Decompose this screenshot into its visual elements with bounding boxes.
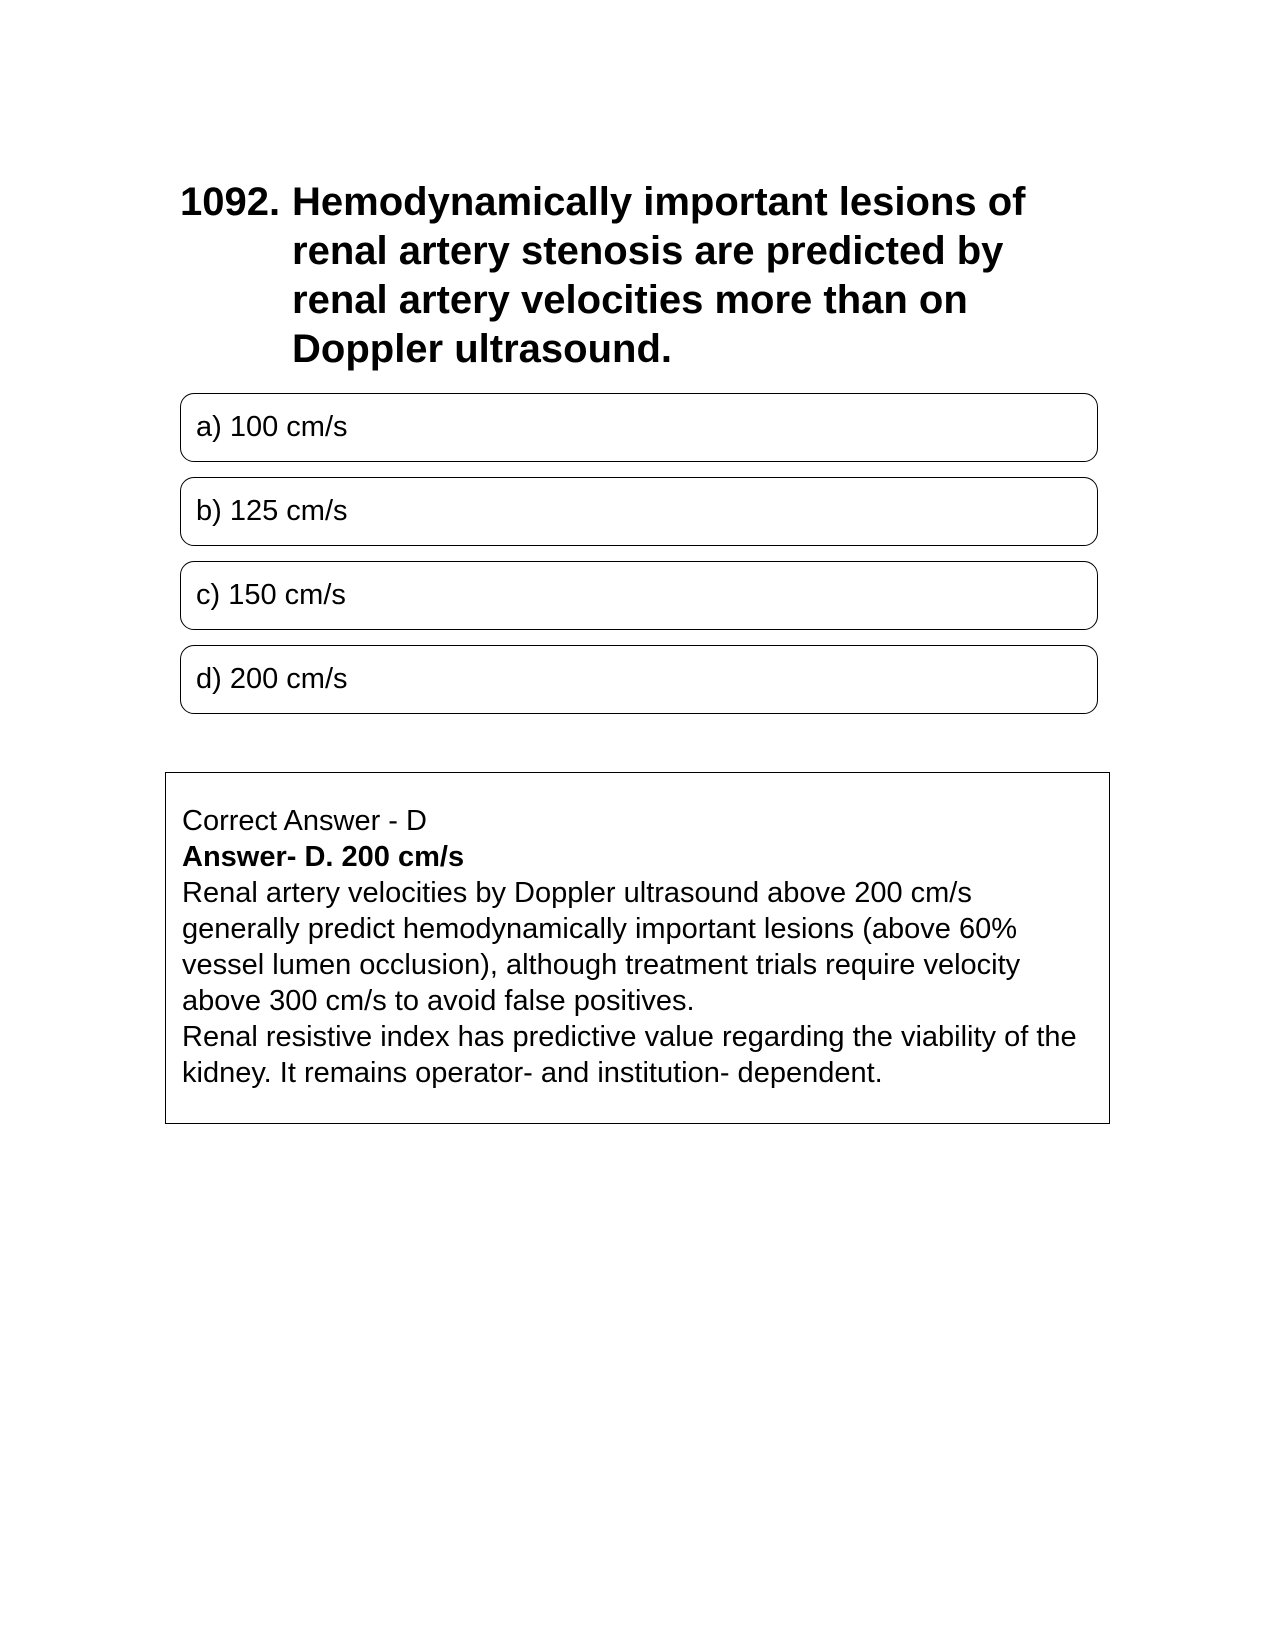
- options-list: [180, 393, 1098, 729]
- option-c[interactable]: c) 150 cm/s: [180, 561, 1098, 630]
- question-number: 1092.: [180, 180, 281, 224]
- answer-heading: Answer- D. 200 cm/s: [182, 841, 465, 873]
- explanation-paragraph-2: Renal resistive index has predictive value regarding the viability of the kidney. It remains operator- and institution- dependent.: [182, 1021, 1077, 1089]
- question: [180, 178, 1100, 374]
- correct-answer-line: Correct Answer - D: [182, 805, 427, 837]
- option-d[interactable]: d) 200 cm/s: [180, 645, 1098, 714]
- explanation-paragraph-1: Renal artery velocities by Doppler ultrasound above 200 cm/s generally predict hemodynamically important lesions (above 60% vessel lumen occlusion), although treatment trials require velocity above 300 cm/s to avoid false positives.: [182, 877, 1021, 1017]
- question-text: Hemodynamically important lesions of renal artery stenosis are predicted by renal artery velocities more than on Doppler ultrasound.: [292, 180, 1026, 371]
- option-b[interactable]: b) 125 cm/s: [180, 477, 1098, 546]
- option-a[interactable]: a) 100 cm/s: [180, 393, 1098, 462]
- answer-box: [165, 772, 1110, 1124]
